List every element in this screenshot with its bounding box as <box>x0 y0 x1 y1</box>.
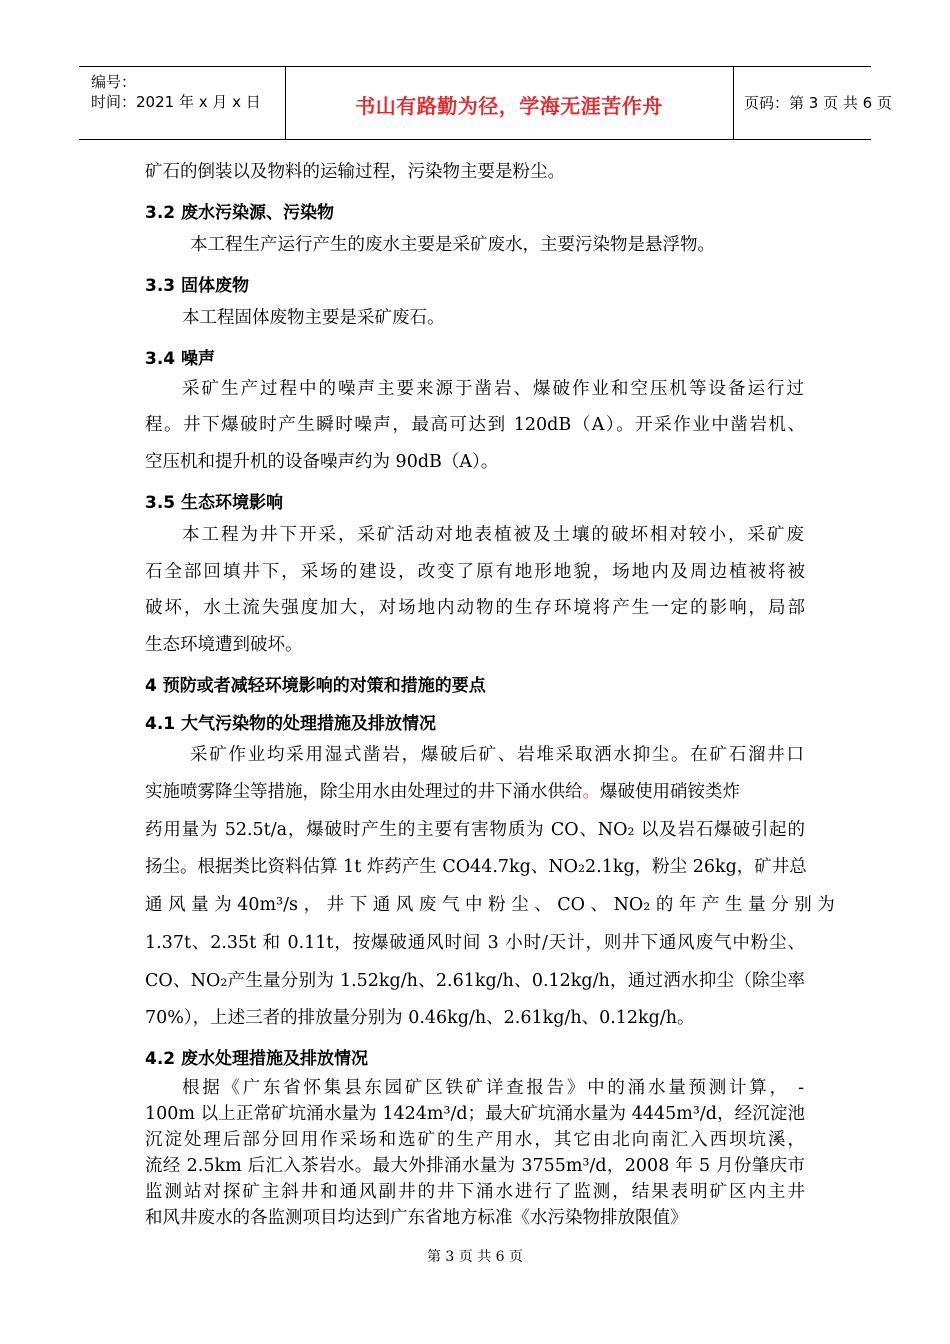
section-heading-4-1: 4.1 大气污染物的处理措施及排放情况 <box>145 714 437 734</box>
header-meta-cell <box>79 67 286 139</box>
paragraph-line: 100m 以上正常矿坑涌水量为 1424m³/d；最大矿坑涌水量为 4445m³/d，经沉淀池 <box>145 1104 805 1124</box>
paragraph-line: 本工程固体废物主要是采矿废石。 <box>182 308 445 328</box>
paragraph-line: 破坏，水土流失强度加大，对场地内动物的生存环境将产生一定的影响，局部 <box>145 598 805 618</box>
paragraph-line: 70%），上述三者的排放量分别为 0.46kg/h、2.61kg/h、0.12kg/h。 <box>145 1008 695 1028</box>
paragraph-line: 本工程生产运行产生的废水主要是采矿废水，主要污染物是悬浮物。 <box>190 235 715 255</box>
text-span: 爆破使用硝铵类炸 <box>600 782 740 802</box>
paragraph-line: 本工程为井下开采，采矿活动对地表植被及土壤的破坏相对较小，采矿废 <box>182 525 804 545</box>
paragraph-line: 根据《广东省怀集县东园矿区铁矿详查报告》中的涌水量预测计算， - <box>182 1078 804 1098</box>
paragraph-line: 程。井下爆破时产生瞬时噪声，最高可达到 120dB（A）。开采作业中凿岩机、 <box>145 415 805 435</box>
header-page-number: 页码：第 3 页 共 6 页 <box>744 94 892 112</box>
page-footer: 第 3 页 共 6 页 <box>426 1249 524 1265</box>
paragraph-line: CO、NO₂产生量分别为 1.52kg/h、2.61kg/h、0.12kg/h，通过洒水抑尘（除尘率 <box>145 971 805 991</box>
section-heading-3-4: 3.4 噪声 <box>145 349 216 369</box>
section-heading-3-2: 3.2 废水污染源、污染物 <box>145 203 335 223</box>
paragraph-line: 生态环境遭到破坏。 <box>145 635 303 655</box>
section-heading-4: 4 预防或者减轻环境影响的对策和措施的要点 <box>145 676 486 696</box>
header-motto-cell <box>285 67 734 139</box>
paragraph-line: 监测站对探矿主斜井和通风副井的井下涌水进行了监测，结果表明矿区内主井 <box>145 1182 805 1202</box>
paragraph-line: 和风井废水的各监测项目均达到广东省地方标准《水污染物排放限值》 <box>145 1208 688 1228</box>
paragraph-line: 沉淀处理后部分回用作采场和选矿的生产用水，其它由北向南汇入西坝坑溪， <box>145 1130 805 1150</box>
paragraph-line: 石全部回填井下，采场的建设，改变了原有地形地貌，场地内及周边植被将被 <box>145 562 805 582</box>
section-heading-3-3: 3.3 固体废物 <box>145 276 250 296</box>
paragraph-line: 流经 2.5km 后汇入茶岩水。最大外排涌水量为 3755m³/d，2008 年 5 月份肇庆市 <box>145 1156 805 1176</box>
paragraph-line: 矿石的倒装以及物料的运输过程，污染物主要是粉尘。 <box>145 162 565 182</box>
header-page-cell <box>734 67 892 139</box>
section-heading-4-2: 4.2 废水处理措施及排放情况 <box>145 1049 369 1069</box>
red-punctuation: 。 <box>582 782 600 802</box>
text-span: 实施喷雾降尘等措施，除尘用水由处理过的井下涌水供给 <box>145 782 583 802</box>
doc-date-label: 时间：2021 年 x 月 x 日 <box>91 93 261 111</box>
paragraph-line: 药用量为 52.5t/a，爆破时产生的主要有害物质为 CO、NO₂ 以及岩石爆破引起的 <box>145 820 805 840</box>
paragraph-line: 1.37t、2.35t 和 0.11t，按爆破通风时间 3 小时/天计，则井下通风废气中粉尘、 <box>145 933 805 953</box>
doc-number-label: 编号： <box>91 73 137 91</box>
header-motto: 书山有路勤为径，学海无涯苦作舟 <box>355 94 663 118</box>
paragraph-line: 空压机和提升机的设备噪声约为 90dB（A）。 <box>145 452 499 472</box>
paragraph-line: 扬尘。根据类比资料估算 1t 炸药产生 CO44.7kg、NO₂2.1kg，粉尘 26kg，矿井总 <box>145 857 807 877</box>
section-heading-3-5: 3.5 生态环境影响 <box>145 493 284 513</box>
paragraph-line <box>145 780 805 804</box>
paragraph-line: 采矿生产过程中的噪声主要来源于凿岩、爆破作业和空压机等设备运行过 <box>182 379 804 399</box>
page-header <box>79 66 892 140</box>
paragraph-line: 采矿作业均采用湿式凿岩，爆破后矿、岩堆采取洒水抑尘。在矿石溜井口 <box>190 745 804 765</box>
paragraph-line: 通 风 量 为 40m³/s ， 井 下 通 风 废 气 中 粉 尘 、 CO 、 NO₂ 的 年 产 生 量 分 别 为 <box>145 895 835 915</box>
